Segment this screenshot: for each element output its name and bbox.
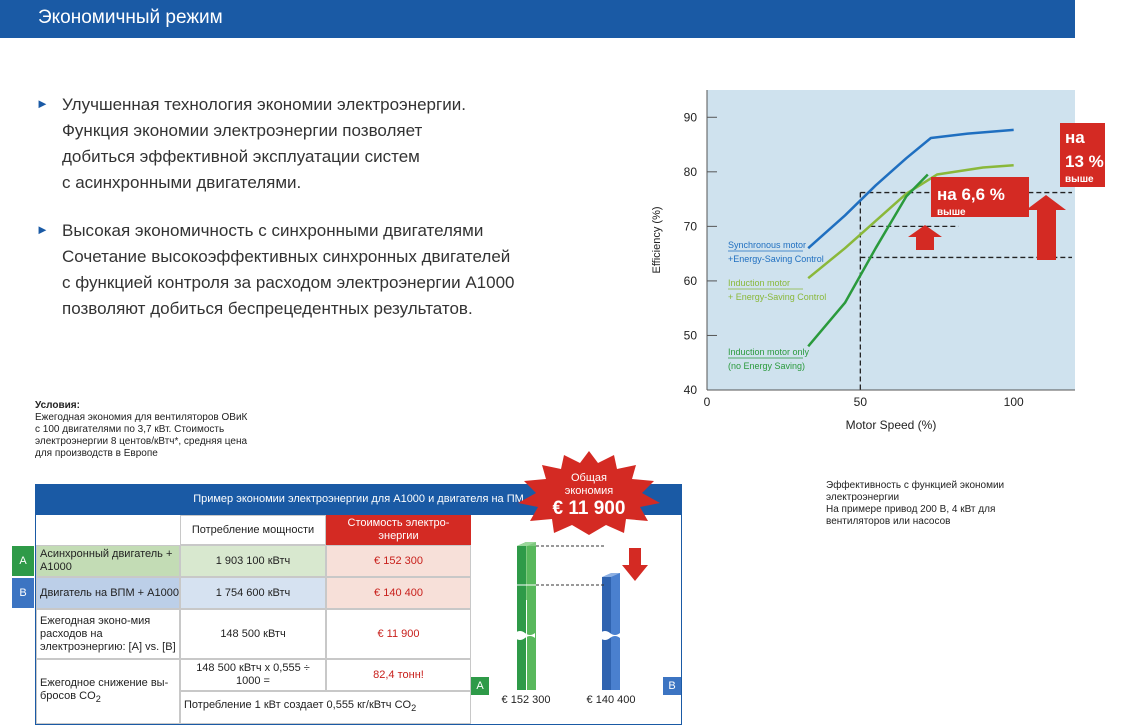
total-value: € 11 900 bbox=[552, 498, 626, 519]
x-tick-label: 50 bbox=[853, 395, 868, 409]
co2-label-sub: 2 bbox=[95, 694, 101, 705]
callout-prefix-2: на bbox=[1065, 128, 1085, 147]
y-tick-label: 90 bbox=[683, 110, 697, 125]
conditions-note bbox=[35, 400, 285, 460]
feature-line: Высокая экономичность с синхронными двигателями bbox=[62, 221, 484, 240]
feature-line: позволяют добиться беспрецедентных результатов. bbox=[62, 299, 473, 318]
row-power-b: 1 754 600 кВтч bbox=[180, 577, 326, 609]
bar-a-label: € 152 300 bbox=[501, 694, 551, 706]
series-label-line2: (no Energy Saving) bbox=[728, 361, 806, 371]
triangle-bullet-icon: ► bbox=[36, 96, 49, 111]
callout-value-1: на 6,6 % bbox=[937, 185, 1005, 204]
caption-line: вентиляторов или насосов bbox=[826, 516, 951, 527]
row-cost-b: € 140 400 bbox=[326, 577, 471, 609]
total-line2: экономия bbox=[564, 485, 614, 497]
row-badge-a: A bbox=[12, 546, 34, 576]
row-label-savings: Ежегодная эконо-мия расходов на электроэнергию: [A] vs. [B] bbox=[36, 609, 180, 659]
x-tick-label: 100 bbox=[1003, 395, 1024, 409]
feature-line: Улучшенная технология экономии электроэнергии. bbox=[62, 95, 466, 114]
conditions-line: электроэнергии 8 центов/кВтч*, средняя цена bbox=[35, 436, 248, 447]
bar-a bbox=[517, 546, 526, 690]
bar-a-front bbox=[527, 546, 536, 690]
chart-caption bbox=[826, 480, 1086, 528]
row-label-co2 bbox=[36, 659, 180, 724]
series-label-line2: + Energy-Saving Control bbox=[728, 292, 827, 302]
x-axis-label: Motor Speed (%) bbox=[845, 418, 937, 432]
row-power-a: 1 903 100 кВтч bbox=[180, 545, 326, 577]
feature-list bbox=[36, 92, 596, 344]
row-co2-note bbox=[180, 691, 471, 724]
conditions-line: с 100 двигателями по 3,7 кВт. Стоимость bbox=[35, 424, 225, 435]
row-co2-calc: 148 500 кВтч x 0,555 ÷ 1000 = bbox=[180, 659, 326, 691]
total-savings-burst bbox=[514, 451, 664, 535]
y-tick-label: 50 bbox=[683, 328, 697, 343]
co2-note-sub: 2 bbox=[411, 703, 417, 714]
co2-note: Потребление 1 кВт создает 0,555 кг/кВтч CO bbox=[184, 699, 412, 712]
series-label: Induction motor only bbox=[728, 347, 810, 357]
feature-line: с асинхронными двигателями. bbox=[62, 173, 302, 192]
row-cost-a: € 152 300 bbox=[326, 545, 471, 577]
series-label-line2: +Energy-Saving Control bbox=[728, 254, 824, 264]
row-label-a: Асинхронный двигатель + А1000 bbox=[36, 545, 180, 577]
feature-line: с функцией контроля за расходом электроэнергии А1000 bbox=[62, 273, 515, 292]
callout-note-2: выше bbox=[1065, 174, 1094, 185]
caption-line: На примере привод 200 В, 4 кВт для bbox=[826, 504, 996, 515]
feature-line: добиться эффективной эксплуатации систем bbox=[62, 147, 420, 166]
efficiency-chart-svg bbox=[648, 90, 1104, 445]
caption-line: электроэнергии bbox=[826, 492, 900, 503]
col-header-power: Потребление мощности bbox=[180, 515, 326, 545]
callout-value-2: 13 % bbox=[1065, 152, 1104, 171]
down-arrow-icon bbox=[622, 548, 648, 581]
bar-badge-a: A bbox=[471, 677, 489, 695]
y-tick-label: 40 bbox=[683, 383, 697, 397]
conditions-line: для производств в Европе bbox=[35, 448, 158, 459]
conditions-title: Условия: bbox=[35, 400, 80, 411]
feature-line: Сочетание высокоэффективных синхронных двигателей bbox=[62, 247, 511, 266]
row-label-b: Двигатель на ВПМ + А1000 bbox=[36, 577, 180, 609]
y-tick-label: 60 bbox=[683, 273, 697, 288]
feature-line: Функция экономии электроэнергии позволяет bbox=[62, 121, 423, 140]
y-tick-label: 80 bbox=[683, 164, 697, 179]
bar-badge-b: B bbox=[663, 677, 681, 695]
efficiency-chart bbox=[648, 90, 1104, 445]
caption-line: Эффективность с функцией экономии bbox=[826, 480, 1005, 491]
y-tick-label: 70 bbox=[683, 219, 697, 234]
row-power-savings: 148 500 кВтч bbox=[180, 609, 326, 659]
feature-item bbox=[36, 92, 596, 196]
y-axis-label: Efficiency (%) bbox=[651, 206, 663, 274]
feature-item bbox=[36, 218, 596, 322]
page-header bbox=[0, 0, 1075, 38]
table-title: Пример экономии электроэнергии для А1000 и двигателя на ПМ bbox=[36, 484, 681, 515]
row-badge-b: B bbox=[12, 578, 34, 608]
x-tick-label: 0 bbox=[703, 395, 711, 409]
row-co2-value: 82,4 тонн! bbox=[326, 659, 471, 691]
conditions-line: Ежегодная экономия для вентиляторов ОВиК bbox=[35, 412, 248, 423]
total-line1: Общая bbox=[571, 472, 607, 484]
row-cost-savings: € 11 900 bbox=[326, 609, 471, 659]
bar-b-front bbox=[611, 573, 620, 690]
triangle-bullet-icon: ► bbox=[36, 222, 49, 237]
series-label: Synchronous motor bbox=[728, 240, 807, 250]
cost-bars bbox=[471, 515, 681, 724]
callout-note-1: выше bbox=[937, 207, 966, 218]
series-label: Induction motor bbox=[728, 278, 791, 288]
co2-label: Ежегодное снижение вы-бросов CO bbox=[40, 676, 169, 702]
page-title: Экономичный режим bbox=[38, 7, 223, 28]
bar-b-label: € 140 400 bbox=[586, 694, 636, 706]
col-header-cost: Стоимость электро-энергии bbox=[326, 515, 471, 545]
